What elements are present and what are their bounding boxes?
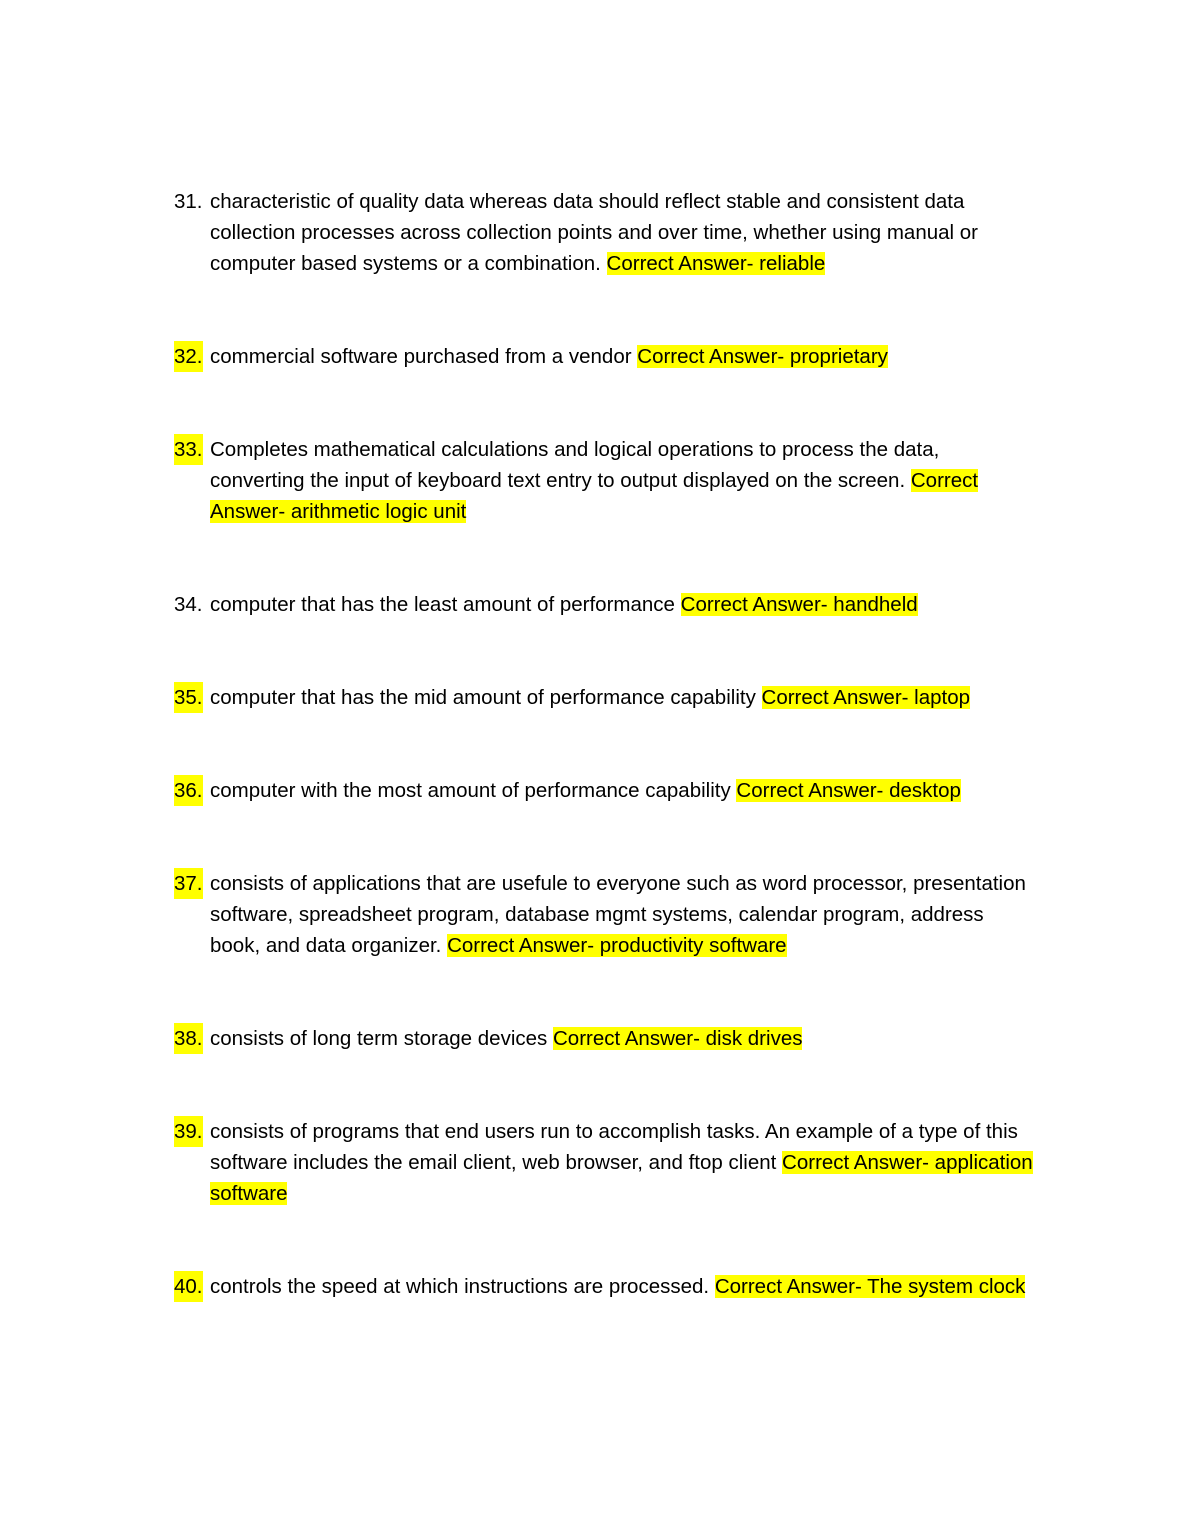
item-number: 35. [174,682,203,713]
item-number: 37. [174,868,203,899]
item-number: 36. [174,775,203,806]
item-answer: Correct Answer- disk drives [552,1027,803,1050]
item-question: computer that has the mid amount of performance capability [210,686,756,709]
item-number: 32. [174,341,203,372]
item-answer: Correct Answer- productivity software [447,934,787,957]
list-item [174,1023,1034,1054]
list-item [174,186,1034,279]
item-answer: Correct Answer- The system clock [714,1275,1026,1298]
list-item [174,434,1034,527]
item-question: consists of applications that are usefule to everyone such as word processor, presentation software, spreadsheet program, database mgmt systems, calendar program, address book, and data organizer. [210,872,1026,957]
item-answer: Correct Answer- reliable [606,252,826,275]
item-question: consists of programs that end users run to accomplish tasks. An example of a type of this software includes the email client, web browser, and ftop client [210,1120,1018,1174]
item-answer: Correct Answer- proprietary [637,345,888,368]
item-question: commercial software purchased from a vendor [210,345,632,368]
item-question: Completes mathematical calculations and logical operations to process the data, converting the input of keyboard text entry to output displayed on the screen. [210,438,940,492]
item-number: 33. [174,434,203,465]
question-list [174,186,1034,1302]
item-question: controls the speed at which instructions are processed. [210,1275,710,1298]
item-question: characteristic of quality data whereas data should reflect stable and consistent data collection processes across collection points and over time, whether using manual or computer based systems or a combination. [210,190,978,275]
item-question: computer that has the least amount of performance [210,593,675,616]
item-answer: Correct Answer- application software [210,1151,1033,1205]
item-answer: Correct Answer- laptop [761,686,971,709]
item-number: 39. [174,1116,203,1147]
item-number: 31. [174,190,203,213]
item-number: 40. [174,1271,203,1302]
list-item [174,1271,1034,1302]
item-answer: Correct Answer- desktop [736,779,961,802]
list-item [174,1116,1034,1209]
item-answer: Correct Answer- arithmetic logic unit [210,469,979,523]
item-question: computer with the most amount of performance capability [210,779,731,802]
list-item [174,775,1034,806]
list-item [174,589,1034,620]
list-item [174,341,1034,372]
item-number: 34. [174,593,203,616]
list-item [174,682,1034,713]
list-item [174,868,1034,961]
item-answer: Correct Answer- handheld [680,593,918,616]
item-number: 38. [174,1023,203,1054]
item-question: consists of long term storage devices [210,1027,548,1050]
